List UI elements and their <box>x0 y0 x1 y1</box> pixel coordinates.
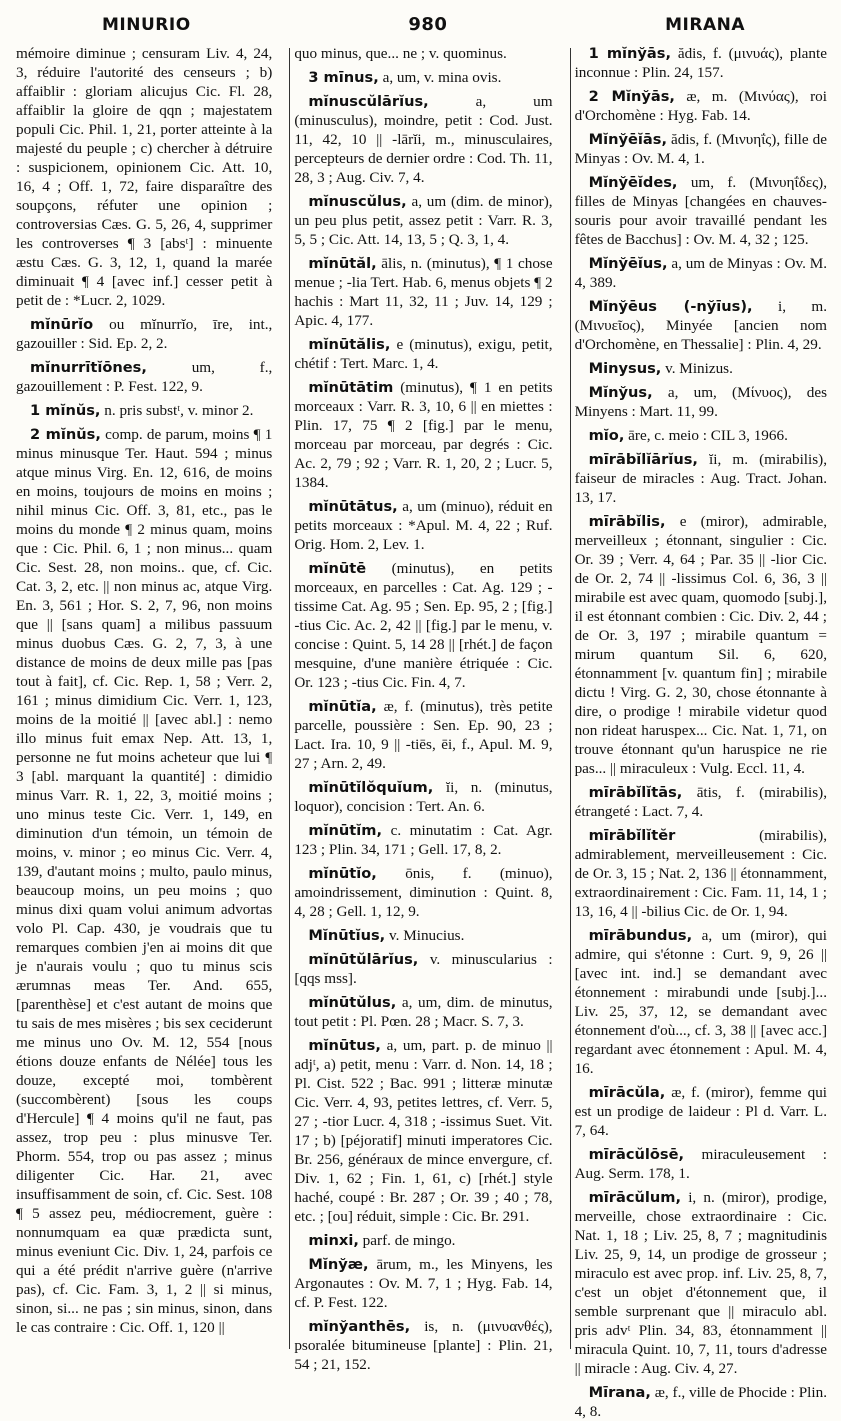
dictionary-entry <box>575 173 827 249</box>
definition-text: i, m. (Μινυεῖος), Minyée [ancien nom d'Orchomène, en Thessalie] : Plin. 4, 29. <box>574 298 827 353</box>
definition-text: a, um (miror), qui admire, qui s'étonne : Curt. 9, 9, 26 || [avec int. ind.] se demandant avec étonnement : mirabundi unde [subj.]... Liv. 25, 37, 12, se demandant avec étonnement d'où..., cf. 3, 38 || [avec acc.] regardant avec étonnement : Apul. M. 4, 16. <box>574 927 827 1077</box>
definition-text: a, um de Minyas : Ov. M. 4, 389. <box>574 255 828 291</box>
headword: mĭnūtātus, <box>308 498 398 515</box>
definition-text: ădis, f. (Μινυηΐς), fille de Minyas : Ov. M. 4, 1. <box>574 131 828 167</box>
dictionary-entry <box>294 778 552 816</box>
headword: 1 mĭnўās, <box>588 45 672 62</box>
definition-text: c. minutatim : Cat. Agr. 123 ; Plin. 34, 171 ; Gell. 17, 8, 2. <box>294 822 553 858</box>
definition-text: um, f., gazouillement : P. Fest. 122, 9. <box>16 359 273 395</box>
dictionary-entry <box>575 87 827 125</box>
definition-text: i, n. (miror), prodige, merveille, chose extraordinaire : Cic. Nat. 1, 18 ; Liv. 25, 8, 7 ; magnitudinis Liv. 25, 9, 14, un prodige de grosseur ; miraculo est avec prop. inf. Liv. 25, 8, 7, c'est un objet d'étonnement que, il semble surprenant que || miraculo abl. pris advᵗ Plin. 34, 83, étonnamment || miracula Quint. 10, 7, 11, tours d'adresse || miracle : Aug. Civ. 4, 27. <box>574 1189 827 1377</box>
headword: mīrābĭlĭtās, <box>588 784 683 801</box>
headword: mĭnūtălis, <box>308 336 391 353</box>
definition-text: mémoire diminue ; censuram Liv. 4, 24, 3, réduire l'autorité des censeurs ; b) affaiblir : gloriam alicujus Cic. Fl. 28, affaiblir la gloire de qqn ; majestatem populi Cic. Phil. 1, 21, porter atteinte à la majesté du peuple ; c) chercher à détruire : suspicionem, opinionem Cic. Att. 10, 16, 4 ; Off. 1, 72, faire disparaître des soupçons, réfuter une opinion ; controversias Cæs. G. 5, 26, 4, supprimer les controverses ¶ 3 [absᵗ] : minuente æstu Cæs. G. 3, 12, 1, quand la marée diminuait ¶ 4 [avec inf.] cesser petit à petit de : *Lucr. 2, 1029. <box>16 45 273 309</box>
column-divider <box>570 48 571 1349</box>
dictionary-entry <box>294 1317 552 1374</box>
dictionary-entry <box>575 783 827 821</box>
definition-text: æ, f., ville de Phocide : Plin. 4, 8. <box>574 1384 827 1420</box>
definition-text: is, n. (μινυανθές), psoralée bitumineuse [plante] : Plin. 21, 54 ; 21, 152. <box>294 1318 553 1373</box>
headword: mĭnўanthēs, <box>308 1318 411 1335</box>
definition-text: ĭi, m. (mirabilis), faiseur de miracles : Aug. Tract. Johan. 13, 17. <box>574 451 827 506</box>
headword: 2 Mĭnўās, <box>588 88 675 105</box>
dictionary-entry <box>294 378 552 492</box>
entry-continuation <box>16 44 272 310</box>
headword: Mĭnўēĭus, <box>588 255 668 272</box>
dictionary-entry <box>575 926 827 1078</box>
dictionary-entry <box>294 864 552 921</box>
headword: mĭnūtātim <box>308 379 394 396</box>
definition-text: (minutus), ¶ 1 en petits morceaux : Varr. R. 3, 10, 6 || en miettes : Plin. 17, 75 ¶ 2 [fig.] par le menu, morceau par morceau, par degrés : Cic. Ac. 2, 79 ; 92 ; Varr. R. 1, 20, 2 ; Lucr. 5, 1384. <box>294 379 553 491</box>
headword: mīrābĭlĭtĕr <box>588 827 676 844</box>
definition-text: ĭi, n. (minutus, loquor), concision : Tert. An. 6. <box>294 779 553 815</box>
definition-text: æ, f. (miror), femme qui est un prodige de laideur : Pl d. Varr. L. 7, 64. <box>574 1084 828 1139</box>
dictionary-entry <box>294 1231 552 1250</box>
dictionary-entry <box>575 450 827 507</box>
headword: mīrābĭlĭārĭus, <box>588 451 698 468</box>
dictionary-entry <box>294 335 552 373</box>
dictionary-entry <box>294 92 552 187</box>
dictionary-entry <box>575 1145 827 1183</box>
definition-text: ou mĭnurrĭo, īre, int., gazouiller : Sid. Ep. 2, 2. <box>16 316 273 352</box>
definition-text: comp. de parum, moins ¶ 1 minus minusque Ter. Haut. 594 ; minus atque minus Virg. En. 12, 616, de moins en moins, toujours de moins en moins ; nihil minus Cic. Off. 3, 81, etc., pas le moins du monde ¶ 2 minus quam, moins que : Cic. Phil. 6, 1 ; non minus... quam Cic. Sest. 28, non moins.. que, cf. Cic. Cat. 3, 2, etc. || non minus ac, atque Virg. En. 3, 561 ; Hor. S. 2, 7, 96, non moins que || [sans quam] a milibus passuum minus duobus Cæs. G. 2, 7, 3, à une distance de moins de deux mille pas [pas tout à fait], cf. Cic. Rep. 1, 58 ; Verr. 2, 161 ; minus dimidium Cic. Verr. 1, 123, moins de la moitié || [avec abl.] : nemo illo minus fuit emax Nep. Att. 13, 1, personne ne fut moins acheteur que lui ¶ 3 [abl. marquant la quantité] : dimidio minus Varr. R. 1, 22, 3, moitié moins ; uno minus teste Cic. Verr. 1, 149, en diminution d'un témoin, un témoin de moins, v. minor ; eo minus Cic. Verr. 4, 139, d'autant moins ; multo, paulo minus, beaucoup moins, un peu moins ; quo minus dixi quam volui animum advortas volo Pl. Cap. 430, je voudrais que tu remarques combien j'en ai moins dit que je n'aurais voulu ; quo tu minus scis ærumnas meas Ter. And. 655, [parenthèse] et c'est autant de moins que tu sais de mes misères ; bis sex ceciderunt me minus uno Ov. M. 12, 554 [nous étions douze enfants de Nélée] tous les douze, excepté moi, tombèrent (succombèrent) [sous les coups d'Hercule] ¶ 4 moins qu'il ne faut, pas assez, trop peu : plus minusve Ter. Phorm. 554, trop ou pas assez ; minus diligenter Cic. Har. 21, avec insuffisamment de soin, cf. Cic. Sest. 108 ¶ 5 assez peu, médiocrement, guère : nonnumquam ea quæ prædicta sunt, minus eveniunt Cic. Div. 1, 24, parfois ce qui a été prédit n'arrive guère (n'arrive pas), cf. Cic. Fam. 3, 1, 2 || si minus, sinon, si... ne pas ; sin minus, sinon, dans le cas contraire : Cic. Off. 1, 120 || <box>16 426 273 1336</box>
headword: 2 mĭnŭs, <box>30 426 101 443</box>
dictionary-entry <box>575 1383 827 1421</box>
headword: mĭnurrītĭōnes, <box>30 359 147 376</box>
definition-text: a, um (minusculus), moindre, petit : Cod. Just. 11, 42, 10 || -lārĭi, m., minusculaires, percepteurs de dernier ordre : Cod. Th. 11, 28, 3 ; Aug. Civ. 7, 4. <box>294 93 553 186</box>
dictionary-entry <box>575 297 827 354</box>
headword: mĭnūtĭlŏquĭum, <box>308 779 434 796</box>
definition-text: ātis, f. (mirabilis), étrangeté : Lact. 7, 4. <box>574 784 828 820</box>
dictionary-entry <box>294 926 552 945</box>
definition-text: quo minus, que... ne ; v. quominus. <box>294 45 507 62</box>
headword: mīrācŭla, <box>588 1084 666 1101</box>
definition-text: v. minuscularius : [qqs mss]. <box>294 951 553 987</box>
dictionary-entry <box>294 697 552 773</box>
dictionary-entry <box>575 359 827 378</box>
column-2 <box>283 44 563 1373</box>
page-number: 980 <box>408 14 448 35</box>
dictionary-entry <box>575 826 827 921</box>
dictionary-entry <box>575 1188 827 1378</box>
entry-continuation <box>294 44 552 63</box>
dictionary-entry <box>294 950 552 988</box>
header-last-entry: MIRANA <box>665 15 745 35</box>
headword: Mīrana, <box>588 1384 651 1401</box>
definition-text: e (miror), admirable, merveilleux ; étonnant, singulier : Cic. Or. 39 ; Verr. 4, 64 ; Par. 35 || -lior Cic. de Or. 2, 74 || -lissimus Col. 6, 36, 3 || mirabile est avec quam, quomodo [subj.], il est étonnant combien : Cic. Div. 2, 44 ; de Or. 3, 197 ; mirabile quantum = mirum quantum Sil. 6, 620, étonnamment [v. quantum fin] ; mirabile dictu ! Virg. G. 2, 30, chose étonnante à dire, o prodige ! mirabile videtur quod non rideat haruspex... Cic. Nat. 1, 71, on trouve étonnant qu'un haruspice ne rie pas... || miraculeux : Vulg. Eccl. 11, 4. <box>574 513 827 777</box>
headword: mĭnūtĭo, <box>308 865 377 882</box>
headword: mĭo, <box>588 427 625 444</box>
headword: mĭnūtăl, <box>308 255 377 272</box>
definition-text: (mirabilis), admirablement, merveilleusement : Cic. de Or. 3, 15 ; Nat. 2, 136 || étonnamment, extraordinairement : Cic. Fam. 11, 14, 1 ; 13, 16, 4 || -bilius Cic. de Or. 1, 94. <box>574 827 827 920</box>
dictionary-entry <box>294 1036 552 1226</box>
headword: mĭnūtus, <box>308 1037 381 1054</box>
headword: Mĭnўus, <box>588 384 653 401</box>
dictionary-entry <box>575 512 827 778</box>
definition-text: miraculeusement : Aug. Serm. 178, 1. <box>574 1146 827 1182</box>
dictionary-entry <box>294 254 552 330</box>
definition-text: v. Minucius. <box>389 927 465 944</box>
headword: minxi, <box>308 1232 359 1249</box>
definition-text: ădis, f. (μινυάς), plante inconnue : Plin. 24, 157. <box>574 45 827 81</box>
definition-text: ōnis, f. (minuo), amoindrissement, diminution : Quint. 8, 4, 28 ; Gell. 1, 12, 9. <box>294 865 553 920</box>
dictionary-entry <box>294 68 552 87</box>
dictionary-entry <box>294 192 552 249</box>
dictionary-entry <box>575 254 827 292</box>
definition-text: parf. de mingo. <box>362 1232 456 1249</box>
definition-text: (minutus), en petits morceaux, en parcelles : Cat. Ag. 129 ; -tissime Cat. Ag. 95 ; Sen. Ep. 95, 2 ; [fig.] -tius Cic. Ac. 2, 42 || [fig.] par le menu, v. concise : Quint. 5, 14 28 || [rhét.] de façon mesquine, d'une manière étriquée : Cic. Or. 123 ; -tius Cic. Fin. 4, 7. <box>294 560 553 691</box>
definition-text: āre, c. meio : CIL 3, 1966. <box>628 427 788 444</box>
dictionary-entry <box>16 358 272 396</box>
headword: Mĭnўæ, <box>308 1256 369 1273</box>
headword: Mĭnўēĭās, <box>588 131 667 148</box>
headword: mĭnūtŭlārĭus, <box>308 951 419 968</box>
definition-text: a, um, v. mina ovis. <box>382 69 502 86</box>
dictionary-entry <box>16 425 272 1337</box>
definition-text: um, f. (Μινυηΐδες), filles de Minyas [changées en chauves-souris pour avoir travaillé pendant les fêtes de Bacchus] : Ov. M. 4, 32 ; 125. <box>574 174 827 248</box>
running-header <box>16 14 827 44</box>
column-1 <box>16 44 283 1349</box>
headword: mĭnūtē <box>308 560 367 577</box>
dictionary-entry <box>294 821 552 859</box>
definition-text: æ, m. (Μινύας), roi d'Orchomène : Hyg. Fab. 14. <box>574 88 827 124</box>
definition-text: e (minutus), exigu, petit, chétif : Tert. Marc. 1, 4. <box>294 336 553 372</box>
dictionary-entry <box>575 130 827 168</box>
dictionary-entry <box>16 315 272 353</box>
definition-text: v. Minizus. <box>665 360 733 377</box>
definition-text: a, um, part. p. de minuo || adjᵗ, a) petit, menu : Varr. d. Non. 14, 18 ; Pl. Cist. 522 ; Bac. 991 ; litteræ minutæ Cic. Verr. 4, 93, petites lettres, cf. Verr. 5, 27 ; -tior Lucr. 4, 318 ; -issimus Suet. Vit. 17 ; b) [péjoratif] minuti imperatores Cic. Br. 256, généraux de mince envergure, cf. Div. 1, 62 ; Fin. 1, 61, c) [rhét.] style haché, coupé : Br. 287 ; Or. 39 ; 40 ; 78, etc. ; [ou] réduit, simple : Cic. Br. 291. <box>294 1037 553 1225</box>
column-divider <box>289 48 290 1349</box>
dictionary-entry <box>16 401 272 420</box>
headword: mĭnūtĭm, <box>308 822 383 839</box>
definition-text: a, um (dim. de minor), un peu plus petit, assez petit : Varr. R. 3, 5, 5 ; Cic. Att. 14, 13, 5 ; Q. 3, 1, 4. <box>294 193 553 248</box>
headword: mĭnūtŭlus, <box>308 994 397 1011</box>
headword: mĭnuscŭlārĭus, <box>308 93 429 110</box>
text-columns <box>16 44 828 1420</box>
headword: 3 mīnus, <box>308 69 379 86</box>
dictionary-entry <box>575 383 827 421</box>
headword: 1 mĭnŭs, <box>30 402 101 419</box>
headword: mīrācŭlum, <box>588 1189 682 1206</box>
headword: mīrācŭlōsē, <box>588 1146 685 1163</box>
dictionary-entry <box>575 1083 827 1140</box>
definition-text: a, um, dim. de minutus, tout petit : Pl. Pœn. 28 ; Macr. S. 7, 3. <box>294 994 553 1030</box>
dictionary-entry <box>294 1255 552 1312</box>
definition-text: a, um (minuo), réduit en petits morceaux : *Apul. M. 4, 22 ; Ruf. Orig. Hom. 2, Lev. 1. <box>294 498 553 553</box>
headword: Mĭnūtĭus, <box>308 927 386 944</box>
headword: mĭnūrĭo <box>30 316 94 333</box>
definition-text: ārum, m., les Minyens, les Argonautes : Ov. M. 7, 1 ; Hyg. Fab. 14, cf. P. Fest. 122. <box>294 1256 553 1311</box>
headword: mīrābĭlis, <box>588 513 666 530</box>
column-3 <box>564 44 828 1420</box>
header-first-entry: MINURIO <box>102 15 191 35</box>
headword: mīrābundus, <box>588 927 693 944</box>
headword: Mĭnўēĭdes, <box>588 174 678 191</box>
headword: Mĭnўēus (-nўīus), <box>588 298 753 315</box>
headword: Minysus, <box>588 360 662 377</box>
dictionary-entry <box>294 993 552 1031</box>
dictionary-entry <box>575 44 827 82</box>
headword: mĭnuscŭlus, <box>308 193 407 210</box>
dictionary-entry <box>294 497 552 554</box>
headword: mĭnūtĭa, <box>308 698 377 715</box>
definition-text: a, um, (Μίνυος), des Minyens : Mart. 11, 99. <box>574 384 827 420</box>
dictionary-entry <box>575 426 827 445</box>
definition-text: æ, f. (minutus), très petite parcelle, poussière : Sen. Ep. 90, 23 ; Lact. Ira. 10, 9 || -tiēs, ēi, f., Apul. M. 9, 27 ; Arn. 2, 49. <box>294 698 553 772</box>
definition-text: n. pris substᵗ, v. minor 2. <box>104 402 254 419</box>
definition-text: ālis, n. (minutus), ¶ 1 chose menue ; -lia Tert. Hab. 6, menus objets ¶ 2 hachis : Mart 11, 32, 11 ; Juv. 14, 129 ; Apic. 4, 177. <box>294 255 553 329</box>
dictionary-entry <box>294 559 552 692</box>
